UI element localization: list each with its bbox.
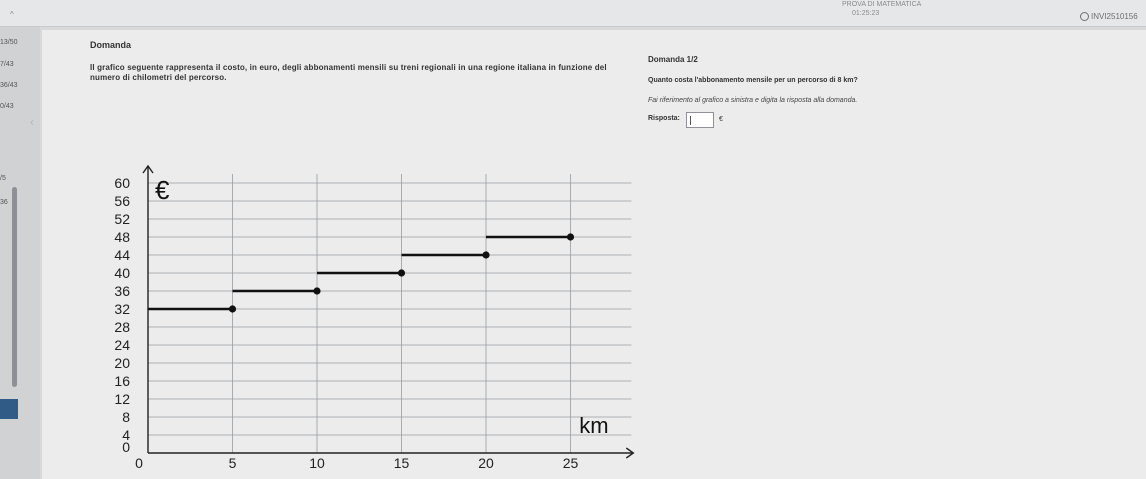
top-bar	[0, 0, 1146, 27]
user-icon	[1080, 12, 1089, 21]
y-tick-label: 0	[122, 439, 130, 455]
x-tick-label: 5	[228, 455, 237, 471]
nav-item[interactable]: 13/50	[0, 39, 18, 46]
y-tick-label: 36	[114, 283, 130, 299]
sidebar-scrollbar[interactable]	[12, 187, 17, 387]
x-tick-label: 10	[309, 455, 325, 471]
active-indicator	[0, 399, 18, 419]
y-tick-label: 4	[122, 427, 130, 443]
question-text: Il grafico seguente rappresenta il costo, in euro, degli abbonamenti mensili su treni regionali in una regione italiana in funzione del numero di chilometri del percorso.	[90, 63, 607, 82]
timer: 01:25:23	[852, 10, 880, 17]
y-tick-label: 52	[114, 211, 130, 227]
x-tick-label: 25	[562, 455, 579, 471]
detail-question: Quanto costa l'abbonamento mensile per un percorso di 8 km?	[648, 77, 858, 84]
y-tick-label: 12	[114, 391, 130, 407]
y-tick-label: 28	[114, 319, 130, 335]
answer-unit: €	[719, 116, 723, 123]
chevron-up-icon[interactable]: ^	[10, 10, 14, 19]
y-tick-label: 24	[114, 337, 130, 353]
y-tick-label: 20	[114, 355, 130, 371]
step-chart	[100, 88, 640, 473]
test-name: PROVA DI MATEMATICA	[842, 1, 922, 8]
y-tick-label: 8	[122, 409, 130, 425]
question-heading: Domanda	[90, 40, 132, 50]
chevron-left-icon[interactable]: ‹	[30, 115, 34, 129]
step-endpoint	[398, 269, 405, 276]
x-tick-label: 15	[393, 455, 410, 471]
answer-label: Risposta:	[648, 115, 680, 122]
x-tick-label: 0	[135, 455, 143, 471]
y-tick-label: 60	[114, 175, 130, 191]
y-tick-label: 32	[114, 301, 130, 317]
y-axis-label: €	[155, 175, 170, 205]
text-cursor	[690, 116, 691, 125]
chart-grid	[148, 174, 631, 453]
question-navigator	[0, 27, 40, 479]
step-endpoint	[482, 251, 489, 258]
y-tick-label: 16	[114, 373, 130, 389]
answer-input[interactable]	[686, 112, 714, 128]
nav-item[interactable]: 0/43	[0, 103, 14, 110]
step-endpoint	[313, 287, 320, 294]
nav-item[interactable]: 7/43	[0, 61, 14, 68]
user-id: INVI2510156	[1091, 12, 1138, 21]
y-tick-label: 40	[114, 265, 130, 281]
y-tick-label: 56	[114, 193, 130, 209]
chart-axes	[143, 166, 633, 458]
x-tick-label: 20	[478, 455, 494, 471]
detail-title: Domanda 1/2	[648, 55, 698, 64]
x-axis-label: km	[579, 413, 609, 438]
nav-item[interactable]: /5	[0, 175, 6, 182]
user-badge	[1080, 12, 1138, 21]
y-tick-label: 48	[114, 229, 130, 245]
step-endpoint	[229, 305, 236, 312]
nav-item[interactable]: 36	[0, 199, 8, 206]
nav-item[interactable]: 36/43	[0, 82, 18, 89]
step-endpoint	[567, 233, 574, 240]
detail-instructions: Fai riferimento al grafico a sinistra e digita la risposta alla domanda.	[648, 97, 858, 104]
y-tick-label: 44	[114, 247, 130, 263]
